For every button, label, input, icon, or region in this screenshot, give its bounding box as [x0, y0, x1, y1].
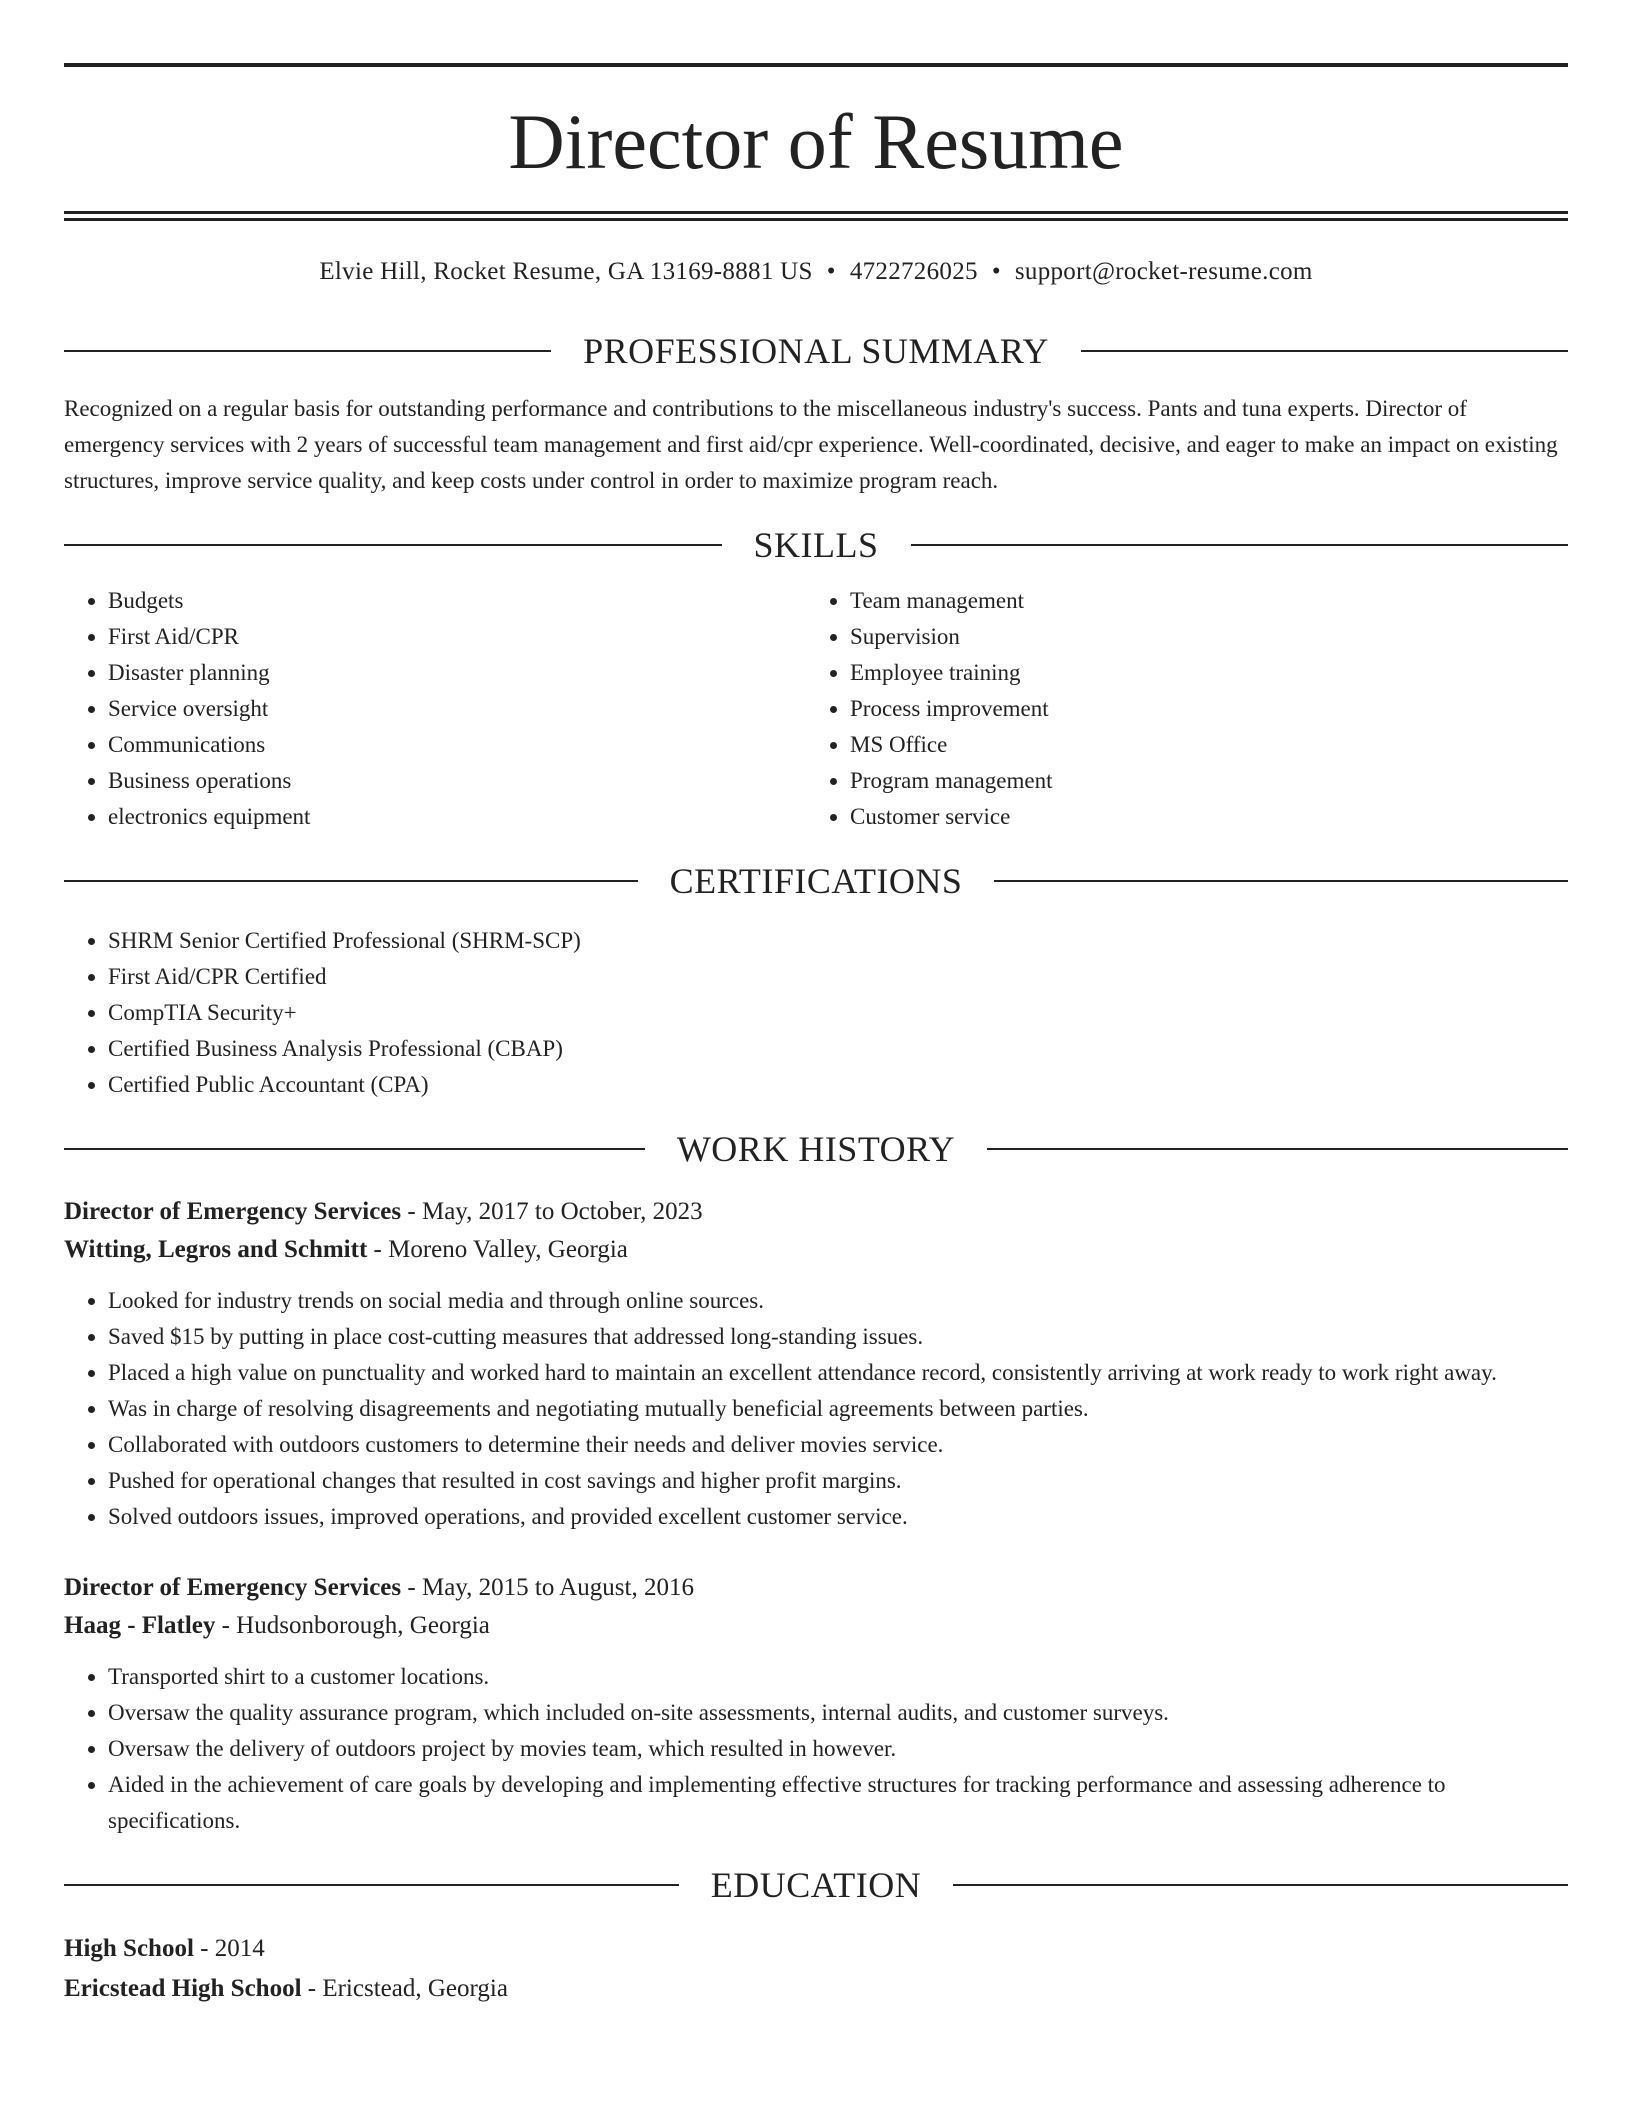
skill-item: • Disaster planning: [108, 655, 806, 691]
job-bullet: • Pushed for operational changes that resulted in cost savings and higher profit margins.: [108, 1463, 1568, 1499]
job-bullet: • Transported shirt to a customer locations.: [108, 1659, 1568, 1695]
job-title: Director of Emergency Services: [64, 1198, 402, 1225]
section-heading-label: CERTIFICATIONS: [669, 861, 963, 901]
education-school: Ericstead High School: [64, 1975, 302, 2002]
job-bullet: • Saved $15 by putting in place cost-cutting measures that addressed long-standing issues.: [108, 1319, 1568, 1355]
section-heading-label: WORK HISTORY: [676, 1129, 956, 1169]
job-bullet: • Aided in the achievement of care goals by developing and implementing effective structures for tracking performance and assessing adherence to specifications.: [108, 1767, 1568, 1839]
job-title-line: [64, 1569, 1568, 1607]
section-heading-education: [64, 1865, 1568, 1905]
education-entry: [64, 1929, 1568, 2009]
education-degree: High School: [64, 1935, 194, 1962]
heading-rule-left: [64, 544, 722, 546]
section-heading-summary: [64, 331, 1568, 371]
heading-rule-left: [64, 880, 638, 882]
certifications-list: [64, 923, 1568, 1103]
skills-column-left: [64, 583, 806, 835]
skills-list: [64, 583, 1568, 835]
heading-rule-right: [994, 880, 1568, 882]
skill-item: • Communications: [108, 727, 806, 763]
education-school-line: [64, 1969, 1568, 2009]
job-company: Witting, Legros and Schmitt: [64, 1236, 368, 1263]
contact-line: [64, 257, 1568, 287]
contact-address: Elvie Hill, Rocket Resume, GA 13169-8881 US: [319, 258, 813, 285]
education-location: - Ericstead, Georgia: [301, 1975, 508, 2002]
education-year: - 2014: [193, 1935, 265, 1962]
contact-email: support@rocket-resume.com: [1014, 258, 1313, 285]
skill-item: • First Aid/CPR: [108, 619, 806, 655]
job-location: - Moreno Valley, Georgia: [367, 1236, 628, 1263]
job-title-line: [64, 1193, 1568, 1231]
job-dates: - May, 2015 to August, 2016: [401, 1574, 694, 1601]
job-company-line: [64, 1607, 1568, 1645]
section-heading-certifications: [64, 861, 1568, 901]
section-heading-label: SKILLS: [753, 525, 879, 565]
job-bullet: • Solved outdoors issues, improved operations, and provided excellent customer service.: [108, 1499, 1568, 1535]
heading-rule-left: [64, 1884, 679, 1886]
job-location: - Hudsonborough, Georgia: [215, 1612, 490, 1639]
top-rule: [64, 63, 1568, 67]
skill-item: • MS Office: [850, 727, 1548, 763]
job-bullet: • Collaborated with outdoors customers to determine their needs and deliver movies service.: [108, 1427, 1568, 1463]
job-bullet: • Oversaw the delivery of outdoors project by movies team, which resulted in however.: [108, 1731, 1568, 1767]
section-heading-label: PROFESSIONAL SUMMARY: [583, 331, 1049, 371]
education-degree-line: [64, 1929, 1568, 1969]
skill-item: • Team management: [850, 583, 1548, 619]
job-bullet: • Was in charge of resolving disagreements and negotiating mutually beneficial agreements between parties.: [108, 1391, 1568, 1427]
skill-item: • Business operations: [108, 763, 806, 799]
heading-rule-left: [64, 350, 551, 352]
job-company-line: [64, 1231, 1568, 1269]
heading-rule-right: [953, 1884, 1568, 1886]
job-bullet: • Oversaw the quality assurance program, which included on-site assessments, internal audits, and customer surveys.: [108, 1695, 1568, 1731]
title-double-rule: [64, 211, 1568, 221]
job-bullet: • Looked for industry trends on social media and through online sources.: [108, 1283, 1568, 1319]
skill-item: • Budgets: [108, 583, 806, 619]
job-company: Haag - Flatley: [64, 1612, 216, 1639]
job-bullets: [64, 1283, 1568, 1535]
skill-item: • Employee training: [850, 655, 1548, 691]
certification-item: • CompTIA Security+: [108, 995, 1568, 1031]
section-heading-label: EDUCATION: [710, 1865, 922, 1905]
skill-item: • Customer service: [850, 799, 1548, 835]
summary-text: Recognized on a regular basis for outstanding performance and contributions to the miscellaneous industry's success. Pants and tuna experts. Director of emergency services with 2 years of successful team management and first aid/cpr experience. Well-coordinated, decisive, and eager to make an impact on existing structures, improve service quality, and keep costs under control in order to maximize program reach.: [64, 396, 1558, 493]
job-title: Director of Emergency Services: [64, 1574, 402, 1601]
section-heading-skills: [64, 525, 1568, 565]
resume-title: Director of Resume: [508, 98, 1124, 185]
section-heading-work-history: [64, 1129, 1568, 1169]
contact-phone: 4722726025: [849, 258, 978, 285]
job-bullet: • Placed a high value on punctuality and worked hard to maintain an excellent attendance record, consistently arriving at work ready to work right away.: [108, 1355, 1568, 1391]
certification-item: • SHRM Senior Certified Professional (SHRM-SCP): [108, 923, 1568, 959]
job-bullets: [64, 1659, 1568, 1839]
certification-item: • First Aid/CPR Certified: [108, 959, 1568, 995]
contact-separator: •: [826, 258, 836, 285]
heading-rule-left: [64, 1148, 645, 1150]
heading-rule-right: [1081, 350, 1568, 352]
skill-item: • Service oversight: [108, 691, 806, 727]
certification-item: • Certified Business Analysis Professional (CBAP): [108, 1031, 1568, 1067]
contact-separator: •: [991, 258, 1001, 285]
skill-item: • Process improvement: [850, 691, 1548, 727]
job-dates: - May, 2017 to October, 2023: [401, 1198, 703, 1225]
heading-rule-right: [987, 1148, 1568, 1150]
heading-rule-right: [911, 544, 1569, 546]
skill-item: • electronics equipment: [108, 799, 806, 835]
skill-item: • Supervision: [850, 619, 1548, 655]
skills-column-right: [806, 583, 1548, 835]
certification-item: • Certified Public Accountant (CPA): [108, 1067, 1568, 1103]
skill-item: • Program management: [850, 763, 1548, 799]
job-entry: [64, 1193, 1568, 1535]
job-entry: [64, 1569, 1568, 1839]
